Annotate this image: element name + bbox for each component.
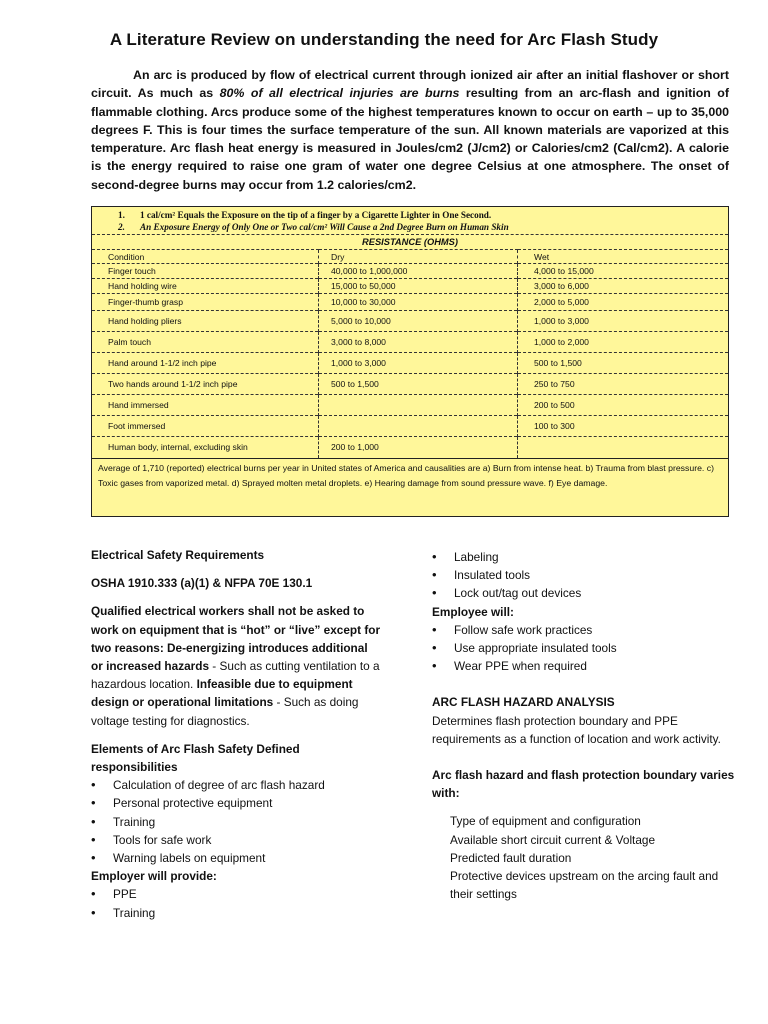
section-heading: Electrical Safety Requirements <box>91 548 265 562</box>
table-cell: 100 to 300 <box>518 416 729 437</box>
table-cell: 5,000 to 10,000 <box>319 311 518 332</box>
table-cell <box>518 437 729 458</box>
section-heading: Elements of Arc Flash Safety Defined responsibilities <box>91 741 300 775</box>
table-row <box>92 332 728 353</box>
table-cell: Condition <box>92 250 319 264</box>
list-item: • Wear PPE when required <box>432 657 742 675</box>
table-cell: Hand immersed <box>92 395 319 416</box>
resistance-header: RESISTANCE (OHMS) <box>92 234 728 249</box>
table-cell: Hand around 1-1/2 inch pipe <box>92 353 319 374</box>
list-item: • PPE <box>91 885 381 903</box>
intro-paragraph <box>91 66 729 194</box>
table-row <box>92 279 728 294</box>
table-row <box>92 294 728 311</box>
table-row <box>92 353 728 374</box>
table-cell: Palm touch <box>92 332 319 353</box>
section-heading: Employee will: <box>432 604 514 619</box>
list-item: • Labeling <box>432 548 742 566</box>
section-heading: Employer will provide: <box>91 869 217 884</box>
elements-list <box>91 776 381 867</box>
table-cell: 1,000 to 3,000 <box>319 353 518 374</box>
list-item: • Calculation of degree of arc flash hazard <box>91 776 381 794</box>
table-cell: Finger-thumb grasp <box>92 294 319 311</box>
resistance-table-box <box>91 206 729 517</box>
list-item: • Training <box>91 813 381 831</box>
table-cell <box>319 416 518 437</box>
table-cell: 1,000 to 2,000 <box>518 332 729 353</box>
table-row <box>92 437 728 458</box>
table-cell: 200 to 1,000 <box>319 437 518 458</box>
table-cell: Hand holding pliers <box>92 311 319 332</box>
table-footer: Average of 1,710 (reported) electrical burns per year in United states of America and causalities are a) Burn from intense heat. b) Trauma from blast pressure. c) Toxic gases from vaporized metal. d) Sprayed molten metal droplets. e) Hearing damage from sound pressure wave. f) Eye damage. <box>92 458 728 491</box>
table-cell: 4,000 to 15,000 <box>518 264 729 279</box>
table-cell: 2,000 to 5,000 <box>518 294 729 311</box>
table-cell: 500 to 1,500 <box>518 353 729 374</box>
table-cell: 200 to 500 <box>518 395 729 416</box>
table-header-row <box>92 250 728 264</box>
employee-list <box>432 621 742 676</box>
section-heading: OSHA 1910.333 (a)(1) & NFPA 70E 130.1 <box>91 576 313 591</box>
list-item: • Lock out/tag out devices <box>432 584 742 602</box>
list-item: Predicted fault duration <box>450 850 572 865</box>
table-cell <box>319 395 518 416</box>
list-item: • Tools for safe work <box>91 831 381 849</box>
table-cell: 250 to 750 <box>518 374 729 395</box>
list-item: • Insulated tools <box>432 566 742 584</box>
table-row <box>92 395 728 416</box>
resistance-table <box>92 249 728 458</box>
left-column <box>91 546 381 922</box>
table-cell: 1,000 to 3,000 <box>518 311 729 332</box>
table-row <box>92 264 728 279</box>
table-cell: Finger touch <box>92 264 319 279</box>
safety-paragraph: Qualified electrical workers shall not be asked to work on equipment that is “hot” or “live” except for two reasons: De-energizing introduces additional or increased hazards - Such as cutting ventilation to a hazardous location. Infeasible due to equipment design or operational limitations - Such as doing voltage testing for diagnostics. <box>91 604 381 728</box>
section-heading: Arc flash hazard and flash protection boundary varies with: <box>432 768 735 801</box>
table-cell: Dry <box>319 250 518 264</box>
table-cell: 10,000 to 30,000 <box>319 294 518 311</box>
intro-emphasis: 80% of all electrical injuries are burns <box>219 86 460 101</box>
table-row <box>92 416 728 437</box>
table-cell: 500 to 1,500 <box>319 374 518 395</box>
varies-list <box>432 812 742 903</box>
list-item: • Follow safe work practices <box>432 621 742 639</box>
section-heading: ARC FLASH HAZARD ANALYSIS <box>432 695 615 710</box>
table-cell: Two hands around 1-1/2 inch pipe <box>92 374 319 395</box>
table-cell: Hand holding wire <box>92 279 319 294</box>
employer-list-continued <box>432 548 742 603</box>
list-item: Type of equipment and configuration <box>450 814 641 829</box>
intro-text-2: resulting from an arc-flash and ignition of flammable clothing. Arcs produce some of the highest temperatures known to occur on earth – up to 35,000 degrees F. This is four times the surface temperature of the sun. All known materials are vaporized at this temperature. Arc flash heat energy is measured in Joules/cm2 (J/cm2) or Calories/cm2 (Cal/cm2). A calorie is the energy required to raise one gram of water one degree Celsius at one atmosphere. The onset of second-degree burns may occur from 1.2 calories/cm2. <box>91 86 730 192</box>
list-item: Available short circuit current & Voltage <box>450 832 656 847</box>
table-note: 2. An Exposure Energy of Only One or Two cal/cm² Will Cause a 2nd Degree Burn on Human Skin <box>118 222 509 232</box>
list-item: • Personal protective equipment <box>91 794 381 812</box>
analysis-paragraph: Determines flash protection boundary and PPE requirements as a function of location and work activity. <box>432 713 721 746</box>
table-row <box>92 374 728 395</box>
table-cell: 40,000 to 1,000,000 <box>319 264 518 279</box>
list-item: • Warning labels on equipment <box>91 849 381 867</box>
table-notes <box>92 207 728 233</box>
list-item: Protective devices upstream on the arcing fault and their settings <box>450 869 719 902</box>
table-cell: 15,000 to 50,000 <box>319 279 518 294</box>
table-cell: 3,000 to 8,000 <box>319 332 518 353</box>
table-note: 1. 1 cal/cm² Equals the Exposure on the tip of a finger by a Cigarette Lighter in One Second. <box>118 210 492 220</box>
table-cell: Wet <box>518 250 729 264</box>
table-row <box>92 311 728 332</box>
intro-text-1: An arc is produced by flow of electrical current through ionized air after an initial flashover or short circuit. As much as <box>91 68 729 101</box>
list-item: • Use appropriate insulated tools <box>432 639 742 657</box>
table-cell: Human body, internal, excluding skin <box>92 437 319 458</box>
right-column <box>432 548 742 903</box>
list-item: • Training <box>91 904 381 922</box>
employer-list <box>91 885 381 921</box>
table-cell: 3,000 to 6,000 <box>518 279 729 294</box>
table-cell: Foot immersed <box>92 416 319 437</box>
page-title: A Literature Review on understanding the need for Arc Flash Study <box>109 30 659 49</box>
